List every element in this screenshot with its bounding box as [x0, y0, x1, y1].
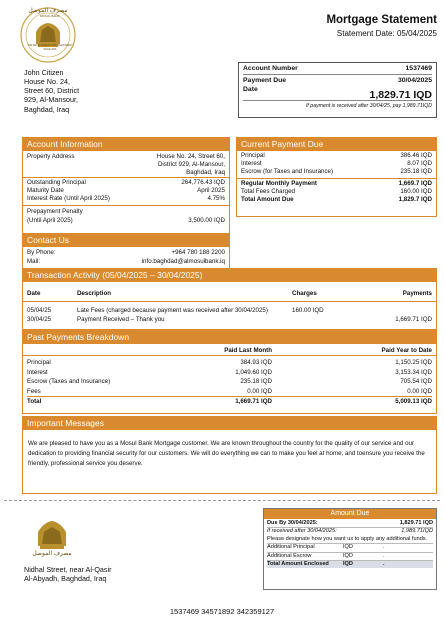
property-address-line: Baghdad, Iraq: [186, 169, 225, 176]
row-ytd: 3,153.34 IQD: [395, 368, 432, 376]
additional-escrow-label: Additional Escrow: [267, 552, 312, 559]
table-row: [27, 396, 432, 407]
statement-title: Mortgage Statement: [326, 14, 437, 26]
fees-label: Total Fees Charged: [241, 187, 295, 195]
account-number-label: Account Number: [243, 65, 298, 72]
current-payment-header: Current Payment Due: [237, 138, 436, 151]
col-date: Date: [27, 290, 41, 297]
messages-body: We are pleased to have you as a Mosul Bank Mortgage customer. We are known throughout the country for the quality of our service and our dedication to providing financial security for our customers. We will do everything we can to make you feel at home, and toensure you receive the friendly, professional service you deserve.: [28, 440, 425, 467]
table-row: [27, 358, 432, 368]
transactions-box: [22, 268, 437, 330]
row-ytd: 705.54 IQD: [400, 378, 432, 386]
messages-header: Important Messages: [23, 417, 436, 430]
address-line: Baghdad, Iraq: [24, 104, 70, 114]
contact-box: [22, 233, 230, 269]
table-row: [27, 368, 432, 378]
customer-name: John Citizen: [24, 68, 64, 77]
payment-due-value: 30/04/2025: [397, 77, 432, 84]
instruction-text: Please designate how you want us to apply any additional funds.: [267, 536, 433, 544]
row-last: 1,049.60 IQD: [235, 368, 272, 376]
due-by-label: Due By 30/04/2025:: [267, 520, 318, 526]
mail-value[interactable]: info.baghdad@almosulbank.iq: [141, 258, 225, 265]
prepayment-penalty-label: Prepayment Penalty: [27, 208, 83, 215]
maturity-date-value: April 2025: [197, 187, 225, 195]
table-row: [27, 377, 432, 387]
principal-value: 386.46 IQD: [400, 152, 432, 159]
prepayment-penalty-value: 3,500.00 IQD: [188, 216, 225, 224]
table-row: [27, 315, 432, 324]
messages-box: [22, 416, 437, 494]
after-label: If received after 30/04/2025:: [267, 528, 337, 535]
table-row: [27, 306, 432, 315]
address-line: House No. 24,: [24, 77, 70, 86]
amount-date-label: Date: [243, 86, 258, 93]
escrow-value: 235.18 IQD: [400, 168, 432, 176]
address-line: Street 60, District: [24, 86, 80, 96]
late-payment-note: If payment is received after 30/04/25, pay 1,989.71IQD: [305, 103, 432, 109]
footer-address-line: Nidhal Street, near Al-Qasir: [24, 565, 112, 574]
regular-payment-label: Regular Monthly Payment: [241, 179, 317, 187]
row-charge: [292, 315, 372, 324]
row-payment: [372, 306, 432, 315]
row-label: Principal: [27, 359, 51, 366]
row-charge: 160.00 IQD: [292, 307, 324, 314]
property-address-line: District 929, Al-Mansour,: [157, 161, 225, 168]
row-label: Total: [27, 398, 42, 406]
interest-rate-value: 4.75%: [207, 195, 225, 203]
row-ytd: 5,009.13 IQD: [395, 398, 432, 406]
outstanding-principal-value: 264,776.43 IQD: [181, 179, 225, 186]
contact-header: Contact Us: [23, 234, 229, 247]
footer-code: 1537469 34571892 342359127: [169, 607, 275, 616]
address-line: 929, Al-Mansour,: [24, 95, 78, 105]
row-last: 235.18 IQD: [240, 378, 272, 386]
additional-principal-label: Additional Principal: [267, 544, 315, 551]
row-description: Late Fees (charged because payment was received after 30/04/2025): [77, 307, 268, 314]
row-ytd: 0.00 IQD: [407, 387, 432, 395]
statement-date: Statement Date: 05/04/2025: [336, 29, 437, 38]
transactions-header: Transaction Activity (05/04/2025 – 30/04/2025): [23, 269, 436, 282]
col-paid-last-month: Paid Last Month: [224, 347, 272, 354]
current-payment-box: [236, 137, 437, 217]
amount-due-box: [263, 508, 437, 590]
outstanding-principal-label: Outstanding Principal: [27, 179, 86, 186]
total-due-value: 1,829.7 IQD: [398, 196, 432, 204]
bank-name-arabic-footer: مصرف الموصل: [32, 551, 72, 557]
regular-payment-value: 1,669.7 IQD: [398, 179, 432, 187]
principal-label: Principal: [241, 152, 265, 159]
col-paid-ytd: Paid Year to Date: [381, 347, 432, 354]
due-by-value: 1,829.71 IQD: [399, 520, 433, 526]
interest-rate-label: Interest Rate (Until April 2025): [27, 195, 110, 203]
row-ytd: 1,150.25 IQD: [395, 359, 432, 366]
col-charges: Charges: [292, 290, 317, 297]
row-last: 1,669.71 IQD: [235, 398, 272, 406]
summary-box: [238, 62, 437, 118]
property-address-label: Property Address: [27, 153, 75, 160]
after-value: 1,989.71IQD: [401, 528, 433, 535]
account-number-value: 1537469: [405, 65, 432, 72]
escrow-label: Escrow (for Taxes and Insurance): [241, 168, 334, 176]
additional-escrow-input[interactable]: .: [383, 552, 385, 559]
interest-label: Interest: [241, 160, 262, 168]
amount-due-value: 1,829.71 IQD: [369, 89, 432, 101]
account-info-header: Account Information: [23, 138, 229, 151]
row-label: Fees: [27, 387, 41, 395]
row-description: Payment Received – Thank you: [77, 316, 165, 323]
total-due-label: Total Amount Due: [241, 196, 294, 204]
interest-value: 8.07 IQD: [407, 160, 432, 168]
account-info-box: [22, 137, 230, 234]
mail-label: Mail:: [27, 258, 41, 265]
col-description: Description: [77, 290, 112, 297]
additional-principal-input[interactable]: .: [383, 544, 385, 551]
property-address-line: House No. 24, Street 60,: [156, 153, 225, 160]
payment-due-label: Payment Due: [243, 77, 287, 84]
total-enclosed-label: Total Amount Enclosed: [267, 561, 329, 568]
fees-value: 160.00 IQD: [400, 187, 432, 195]
row-date: 05/04/25: [27, 307, 52, 314]
phone-value[interactable]: +964 780 188 2200: [171, 249, 225, 256]
row-payment: 1,669.71 IQD: [395, 316, 432, 323]
footer-address-line: Al-Abyadh, Baghdad, Iraq: [24, 574, 107, 583]
prepayment-until: (Until April 2025): [27, 216, 73, 224]
maturity-date-label: Maturity Date: [27, 187, 64, 195]
footer-address: [24, 565, 112, 583]
bank-name-arabic: مصرف الموصل: [28, 8, 68, 14]
row-last: 0.00 IQD: [247, 387, 272, 395]
additional-principal-unit: IQD: [343, 544, 353, 551]
past-payments-box: [22, 330, 437, 414]
total-enclosed-unit: IQD: [343, 561, 353, 568]
amount-due-header: Amount Due: [264, 509, 436, 519]
col-payments: Payments: [402, 290, 432, 297]
phone-label: By Phone:: [27, 249, 56, 256]
row-label: Escrow (Taxes and Insurance): [27, 378, 111, 386]
tear-line: [4, 500, 440, 501]
bank-tagline: THE DEVELOPMENT AND INVESTMENT: [27, 44, 73, 47]
total-enclosed-input[interactable]: .: [383, 561, 385, 568]
bank-name: MOSUL BANK: [40, 14, 60, 18]
bank-since: SINCE 2001: [43, 48, 57, 51]
table-row: [27, 387, 432, 397]
customer-address: [24, 77, 79, 114]
row-date: 30/04/25: [27, 316, 52, 323]
row-label: Interest: [27, 368, 48, 376]
row-last: 384.93 IQD: [240, 359, 272, 366]
additional-escrow-unit: IQD: [343, 552, 353, 559]
past-payments-header: Past Payments Breakdown: [23, 331, 436, 344]
